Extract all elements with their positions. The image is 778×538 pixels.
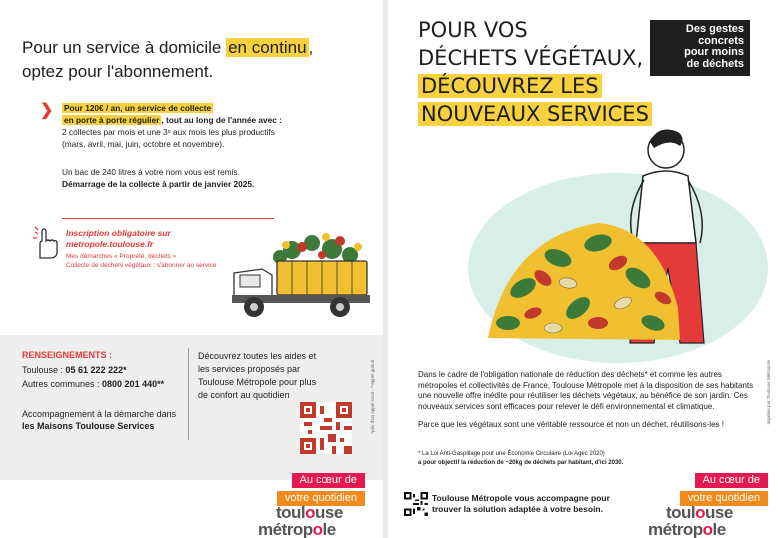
left-side-note: *prix d'un appel local · **appel gratuit	[370, 360, 375, 434]
toulouse-metropole-logo	[258, 504, 343, 538]
chevron-right-icon: ❯	[40, 102, 54, 119]
offer-rest: , tout au long de l'année avec :	[161, 115, 282, 125]
logo-part: use	[315, 503, 343, 522]
start-note: Démarrage de la collecte à partir de janvier 2025.	[62, 179, 255, 189]
info-title: RENSEIGNEMENTS :	[22, 350, 113, 360]
main-heading	[418, 16, 668, 128]
red-divider	[62, 218, 274, 219]
gestes-badge	[650, 20, 750, 76]
heading-line1: POUR VOS	[418, 18, 528, 42]
info-other-label: Autres communes :	[22, 379, 103, 389]
body-text	[418, 370, 763, 431]
badge-line: concrets	[698, 34, 744, 47]
title-highlight: en continu	[228, 38, 307, 57]
registration-link[interactable]: metropole.toulouse.fr	[66, 239, 154, 249]
support-block	[22, 408, 192, 432]
aides-text: Découvrez toutes les aides et les services proposés par Toulouse Métropole pour plus de confort au quotidien	[198, 351, 317, 400]
subscription-title	[22, 36, 362, 84]
heading-highlight-1: DÉCOUVREZ LES	[418, 74, 602, 98]
heading-highlight-2: NOUVEAUX SERVICES	[418, 102, 652, 126]
law-footnote	[418, 450, 738, 468]
tagline-banner	[680, 470, 768, 506]
banner-line1: Au cœur de	[292, 473, 365, 488]
banner-line1: Au cœur de	[695, 473, 768, 488]
hand-pointer-icon	[30, 226, 60, 260]
registration-path	[66, 252, 236, 270]
banner-line2: votre quotidien	[277, 491, 365, 506]
banner-line2: votre quotidien	[680, 491, 768, 506]
bin-note-text: Un bac de 240 litres à votre nom vous est remis.	[62, 167, 241, 177]
logo-part: le	[712, 520, 726, 538]
right-page	[388, 0, 778, 538]
law-line1: * La Loi Anti-Gaspillage pour une Économie Circulaire (Loi Agec 2020)	[418, 451, 605, 457]
logo-o: o	[702, 520, 713, 538]
tagline-banner	[277, 470, 365, 506]
footer-text: Toulouse Métropole vous accompagne pour trouver la solution adaptée à votre besoin.	[432, 493, 610, 514]
phone-other[interactable]: 0800 201 440**	[102, 379, 165, 389]
info-other	[22, 378, 164, 390]
title-comma: ,	[308, 38, 314, 57]
support-line: Accompagnement à la démarche dans	[22, 409, 177, 419]
info-toulouse	[22, 364, 127, 376]
offer-highlight-1: Pour 120€ / an, un service de collecte	[64, 103, 212, 113]
logo-part: métrop	[258, 520, 313, 538]
logo-o: o	[312, 520, 323, 538]
vertical-divider	[188, 348, 189, 440]
support-place: les Maisons Toulouse Services	[22, 421, 155, 431]
logo-part: use	[705, 503, 733, 522]
phone-toulouse[interactable]: 05 61 222 222*	[65, 365, 127, 375]
offer-text	[62, 102, 362, 150]
offer-highlight-2: en porte à porte régulier	[64, 115, 160, 125]
body-paragraph-1: Dans le cadre de l'obligation nationale de réduction des déchets* et comme les autres métropoles et collectivités de France, Toulouse Métropole met à la disposition de ses habitants une nouvelle offre inédite pour réutiliser les déchets végétaux, au bénéfice de son jardin. Ces nouveaux services sont efficaces pour relever le défi environnemental et climatique.	[418, 370, 754, 411]
heading-line2: DÉCHETS VÉGÉTAUX,	[418, 46, 644, 70]
title-text: Pour un service à domicile	[22, 38, 227, 57]
registration-path-2: Collecte de déchets végétaux : s'abonner au service	[66, 262, 217, 269]
toulouse-metropole-logo	[648, 504, 733, 538]
info-toulouse-label: Toulouse :	[22, 365, 66, 375]
offer-line4: (mars, avril, mai, juin, octobre et novembre).	[62, 139, 225, 149]
logo-o: o	[695, 503, 706, 522]
qr-code-icon[interactable]	[404, 492, 428, 516]
left-page	[0, 0, 383, 538]
garden-truck-illustration	[222, 225, 372, 325]
registration-path-1: Mes démarches « Propreté, déchets »	[66, 253, 177, 260]
law-line2: a pour objectif la réduction de ~20kg de déchets par habitant, d'ici 2030.	[418, 460, 624, 466]
offer-line3: 2 collectes par mois et une 3ᵉ aux mois les plus productifs	[62, 127, 275, 137]
gardener-illustration	[448, 118, 768, 363]
right-side-note: Imprimé par Toulouse Métropole	[766, 360, 771, 425]
logo-o: o	[305, 503, 316, 522]
body-paragraph-2: Parce que les végétaux sont une véritable ressource et non un déchet, réutilisons-les !	[418, 420, 724, 429]
badge-line: de déchets	[686, 57, 744, 70]
bin-note	[62, 166, 342, 190]
registration-block	[66, 228, 186, 250]
badge-line: Des gestes	[685, 23, 744, 35]
qr-code-icon[interactable]	[300, 402, 352, 454]
title-line2: optez pour l'abonnement.	[22, 62, 214, 81]
logo-part: le	[322, 520, 336, 538]
registration-title: Inscription obligatoire sur	[66, 228, 171, 238]
logo-part: toul	[276, 503, 306, 522]
badge-line: pour moins	[684, 46, 744, 58]
logo-part: toul	[666, 503, 696, 522]
logo-part: métrop	[648, 520, 703, 538]
